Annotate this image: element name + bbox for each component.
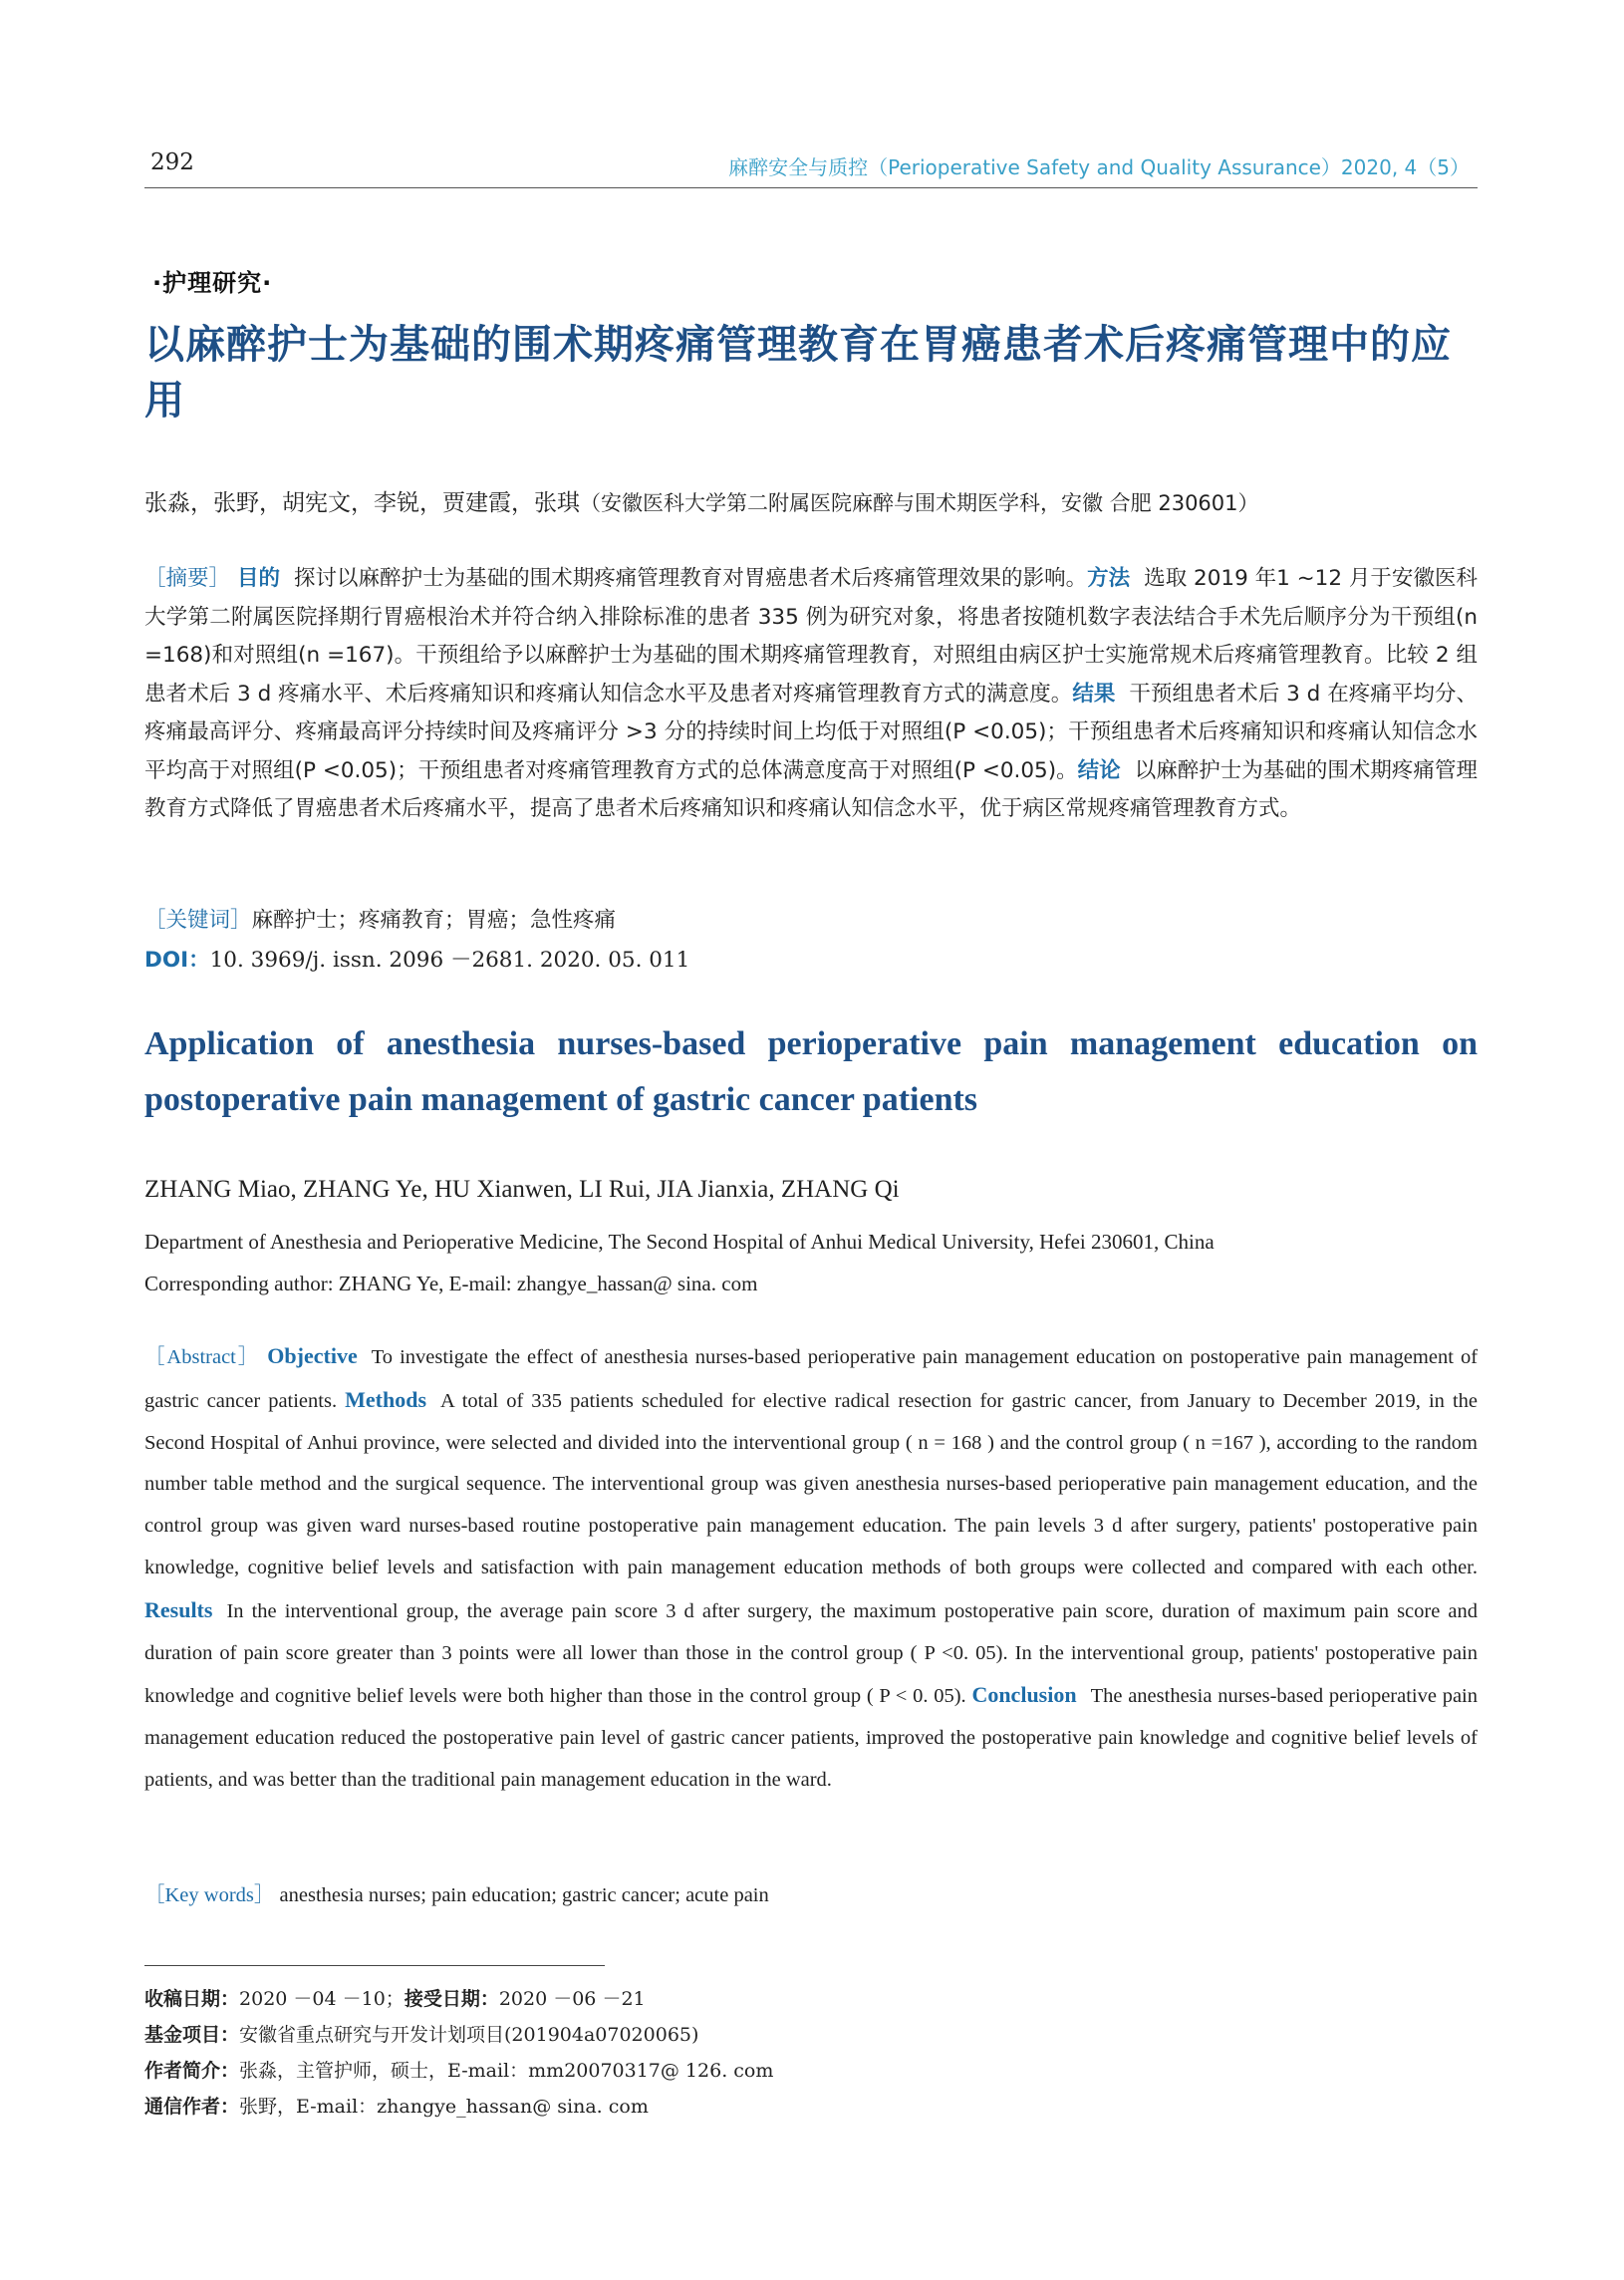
footnote-dates	[144, 1981, 1141, 2017]
footnote-fund	[144, 2017, 1141, 2053]
accepted-label: 接受日期：	[404, 1988, 499, 2010]
keywords-label-en: ［Key words］	[144, 1884, 275, 1906]
methods-text-cn: 选取 2019 年1 ~12 月于安徽医科大学第二附属医院择期行胃癌根治术并符合纳入排除标准的患者 335 例为研究对象，将患者按随机数字表法结合手术先后顺序分为干预组(n =168)和对照组(n =167)。干预组给予以麻醉护士为基础的围术期疼痛管理教育，对照组由病区护士实施常规术后疼痛管理教育。比较 2 组患者术后 3 d 疼痛水平、术后疼痛知识和疼痛认知信念水平及患者对疼痛管理教育方式的满意度。	[144, 566, 1478, 707]
abstract-label-cn: ［摘要］	[144, 566, 231, 591]
received-label: 收稿日期：	[144, 1988, 240, 2010]
fund-text: 安徽省重点研究与开发计划项目(201904a07020065)	[239, 2024, 699, 2046]
doi-line	[144, 943, 1478, 974]
department-english: Department of Anesthesia and Perioperative Medicine, The Second Hospital of Anhui Medical University, Hefei 230601, China	[144, 1230, 1215, 1254]
objective-label-en: Objective	[267, 1343, 358, 1368]
accepted-date: 2020 －06 －21	[498, 1988, 646, 2010]
methods-label-cn: 方法	[1087, 566, 1131, 591]
objective-label-cn: 目的	[236, 566, 280, 591]
fund-label: 基金项目：	[144, 2024, 240, 2046]
author-bio-label: 作者简介：	[144, 2060, 240, 2082]
abstract-label-en: ［Abstract］	[144, 1346, 261, 1368]
authors-chinese	[144, 484, 1480, 517]
author-bio-text: 张淼，主管护师，硕士，E-mail：mm20070317@ 126. com	[239, 2060, 774, 2082]
doi-value[interactable]: 10. 3969/j. issn. 2096 －2681. 2020. 05. 011	[209, 948, 690, 973]
results-text-en: In the interventional group, the average pain score 3 d after surgery, the maximum postoperative pain score, duration of maximum pain score and duration of pain score greater than 3 points were all lower than those in the control group ( P <0. 05). In the interventional group, patients' postoperative pain knowledge and cognitive belief levels were both higher than those in the control group ( P < 0. 05).	[144, 1599, 1478, 1708]
footnote-divider	[144, 1965, 605, 1966]
page-number: 292	[150, 149, 194, 175]
doi-label: DOI：	[144, 948, 210, 973]
footnote-corresponding	[144, 2089, 1141, 2125]
footnotes	[144, 1981, 1141, 2125]
corresponding-label: 通信作者：	[144, 2096, 240, 2118]
methods-text-en: A total of 335 patients scheduled for elective radical resection for gastric cancer, from January to December 2019, in the Second Hospital of Anhui province, were selected and divided into the interventional group ( n = 168 ) and the control group ( n =167 ), according to the random number table method and the surgical sequence. The interventional group was given anesthesia nurses-based perioperative pain management education, and the control group was given ward nurses-based routine postoperative pain management education. The pain levels 3 d after surgery, patients' postoperative pain knowledge, cognitive belief levels and satisfaction with pain management education methods of both groups were collected and compared with each other.	[144, 1389, 1478, 1578]
conclusion-label-en: Conclusion	[971, 1682, 1077, 1708]
conclusion-label-cn: 结论	[1077, 757, 1121, 783]
keywords-english	[144, 1877, 1478, 1907]
objective-text-cn: 探讨以麻醉护士为基础的围术期疼痛管理教育对胃癌患者术后疼痛管理效果的影响。	[293, 566, 1088, 591]
title-chinese: 以麻醉护士为基础的围术期疼痛管理教育在胃癌患者术后疼痛管理中的应用	[144, 321, 1452, 424]
affiliation-cn: （安徽医科大学第二附属医院麻醉与围术期医学科，安徽 合肥 230601）	[580, 491, 1259, 515]
conclusion-text-cn: 以麻醉护士为基础的围术期疼痛管理教育方式降低了胃癌患者术后疼痛水平，提高了患者术后疼痛知识和疼痛认知信念水平，优于病区常规疼痛管理教育方式。	[144, 757, 1478, 821]
abstract-english	[144, 1335, 1478, 1802]
authors-english: ZHANG Miao, ZHANG Ye, HU Xianwen, LI Rui, JIA Jianxia, ZHANG Qi	[144, 1176, 900, 1203]
results-text-cn: 干预组患者术后 3 d 在疼痛平均分、疼痛最高评分、疼痛最高评分持续时间及疼痛评分 >3 分的持续时间上均低于对照组(P <0.05)；干预组患者术后疼痛知识和疼痛认知信念水平均高于对照组(P <0.05)；干预组患者对疼痛管理教育方式的总体满意度高于对照组(P <0.05)。	[144, 681, 1478, 783]
author-names-cn: 张淼，张野，胡宪文，李锐，贾建霞，张琪	[144, 490, 580, 516]
keywords-text-en: anesthesia nurses; pain education; gastric cancer; acute pain	[279, 1884, 769, 1906]
keywords-text-cn: 麻醉护士；疼痛教育；胃癌；急性疼痛	[251, 908, 617, 933]
section-label: ·护理研究·	[152, 269, 273, 297]
footnote-author	[144, 2053, 1141, 2089]
title-english: Application of anesthesia nurses-based perioperative pain management education on postoperative pain management of gastric cancer patients	[144, 1025, 1478, 1118]
methods-label-en: Methods	[345, 1386, 427, 1412]
page-header	[144, 147, 1478, 188]
keywords-label-cn: ［关键词］	[144, 908, 252, 933]
received-date: 2020 －04 －10；	[239, 1988, 405, 2010]
journal-citation: 麻醉安全与质控（Perioperative Safety and Quality Assurance）2020, 4（5）	[728, 155, 1470, 179]
corresponding-author-english: Corresponding author: ZHANG Ye, E-mail: zhangye_hassan@ sina. com	[144, 1272, 758, 1295]
results-label-en: Results	[144, 1596, 213, 1622]
objective-text-en: To investigate the effect of anesthesia nurses-based perioperative pain management education on postoperative pain management of gastric cancer patients.	[144, 1346, 1479, 1412]
conclusion-text-en: The anesthesia nurses-based perioperative pain management education reduced the postoperative pain level of gastric cancer patients, improved the postoperative pain knowledge and cognitive belief levels of patients, and was better than the traditional pain management education in the ward.	[144, 1685, 1479, 1791]
keywords-chinese	[144, 903, 1478, 934]
results-label-cn: 结果	[1072, 681, 1116, 707]
corresponding-text: 张野，E-mail：zhangye_hassan@ sina. com	[239, 2096, 649, 2118]
abstract-chinese	[144, 560, 1478, 829]
